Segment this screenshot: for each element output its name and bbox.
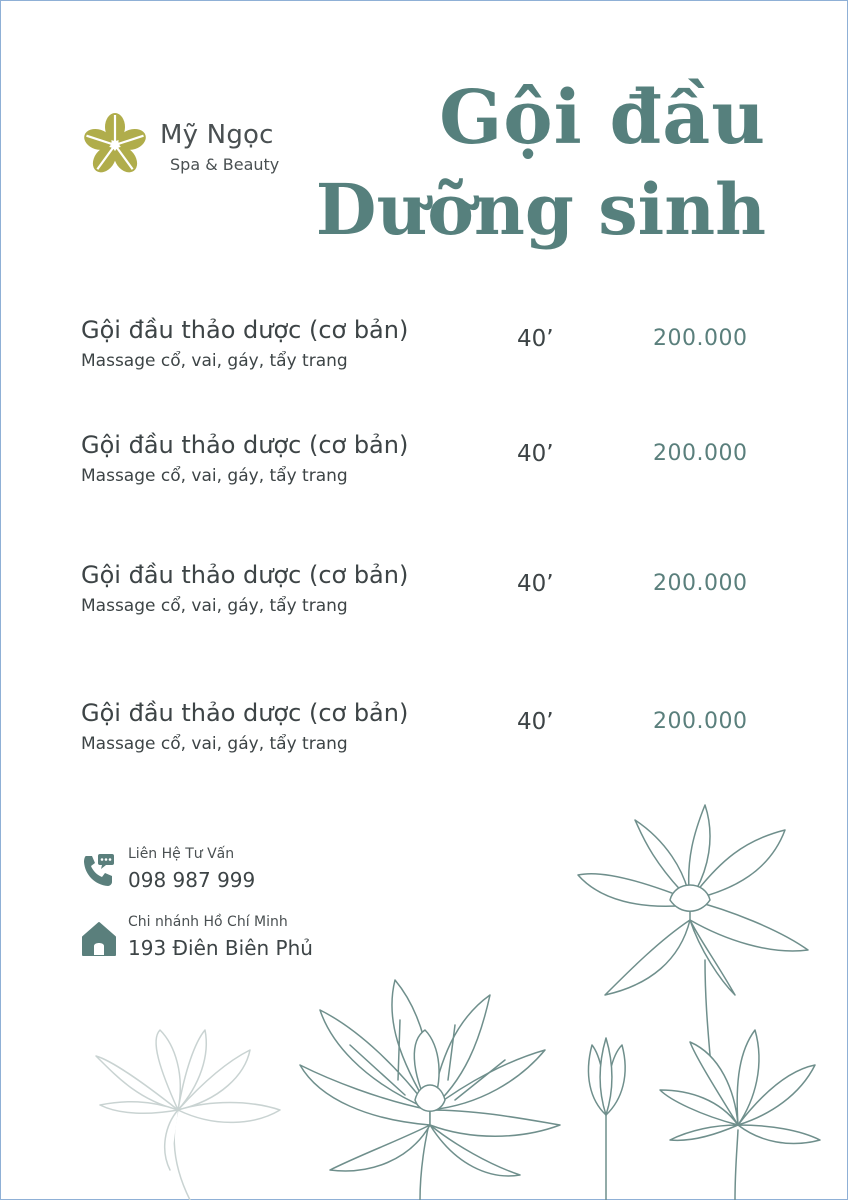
title-line-1: Gội đầu [439,75,766,161]
service-price: 200.000 [653,441,748,466]
service-price: 200.000 [653,326,748,351]
branch-label: Chi nhánh Hồ Chí Minh [128,914,288,930]
service-description: Massage cổ, vai, gáy, tẩy trang [81,351,348,371]
service-description: Massage cổ, vai, gáy, tẩy trang [81,466,348,486]
service-name: Gội đầu thảo dược (cơ bản) [81,316,409,344]
service-description: Massage cổ, vai, gáy, tẩy trang [81,734,348,754]
service-price: 200.000 [653,571,748,596]
phone-label: Liên Hệ Tư Vấn [128,846,235,862]
title-line-2: Dưỡng sinh [315,168,766,251]
right-upper-lotus [578,805,808,1080]
service-duration: 40’ [517,571,554,597]
menu-item [81,431,761,491]
brand-tagline: Spa & Beauty [170,155,280,174]
lotus-bud [588,1038,625,1200]
menu-item [81,561,761,621]
phone-number[interactable]: 098 987 999 [128,868,256,892]
service-price: 200.000 [653,709,748,734]
right-lower-lotus [660,1030,820,1200]
lotus-illustration [0,780,848,1200]
center-lotus [300,980,560,1200]
brand-logo [82,112,322,182]
branch-address: 193 Điên Biên Phủ [128,936,313,960]
service-name: Gội đầu thảo dược (cơ bản) [81,431,409,459]
faded-lotus [96,1030,280,1200]
menu-item [81,316,761,376]
menu-item [81,699,761,759]
flower-logo-icon [82,112,148,178]
service-duration: 40’ [517,709,554,735]
service-duration: 40’ [517,441,554,467]
service-name: Gội đầu thảo dược (cơ bản) [81,561,409,589]
service-name: Gội đầu thảo dược (cơ bản) [81,699,409,727]
brand-name: Mỹ Ngọc [160,120,274,150]
page-title [316,72,766,256]
service-description: Massage cổ, vai, gáy, tẩy trang [81,596,348,616]
service-duration: 40’ [517,326,554,352]
